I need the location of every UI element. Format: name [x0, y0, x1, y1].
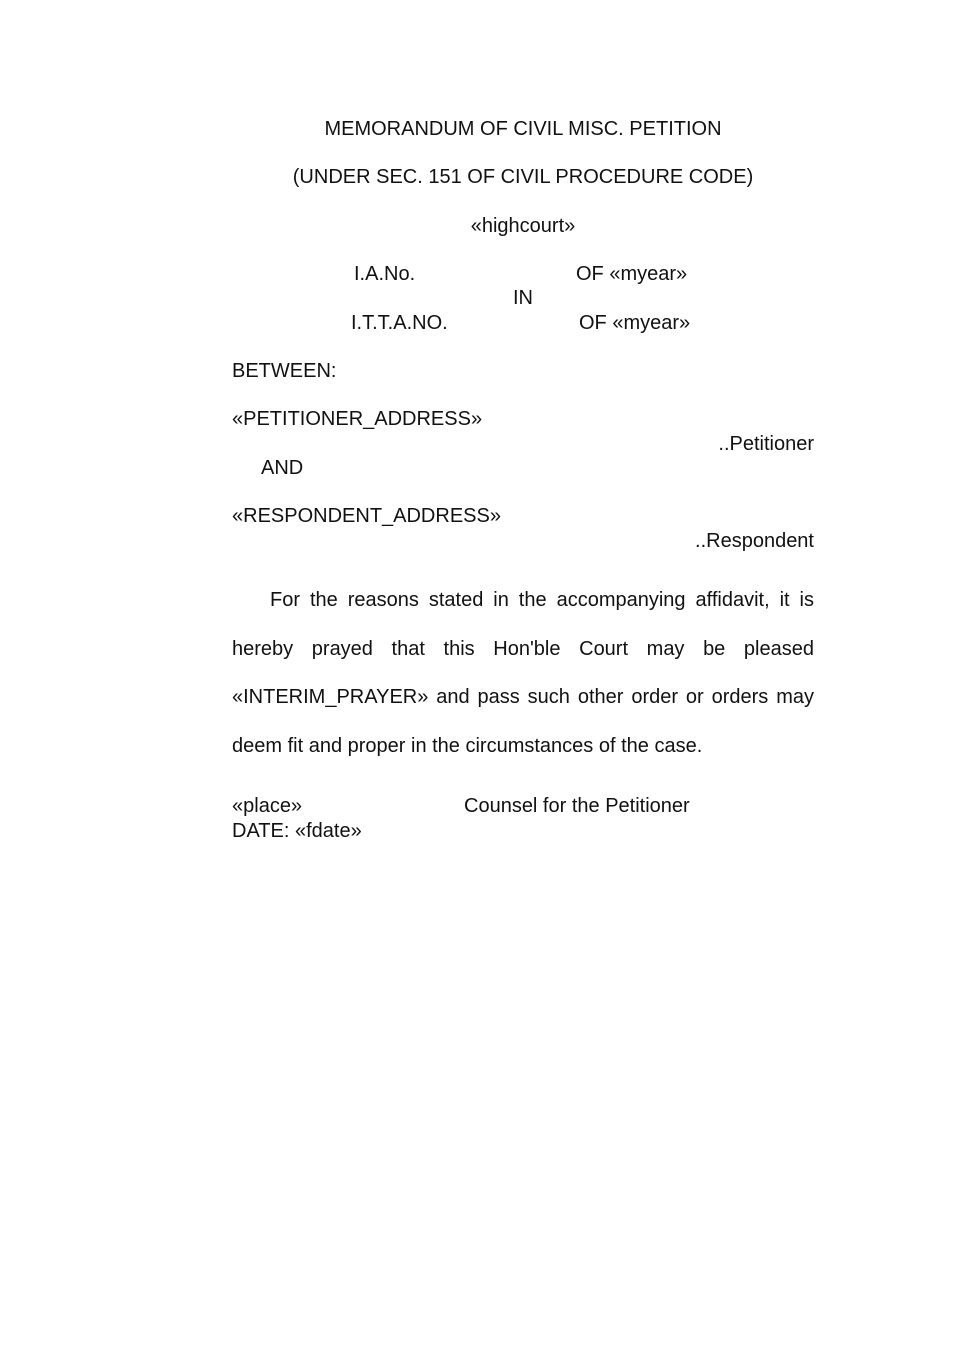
and-label: AND [261, 457, 304, 479]
petitioner-address: «PETITIONER_ADDRESS» [232, 408, 483, 430]
document-subtitle: (UNDER SEC. 151 OF CIVIL PROCEDURE CODE) [292, 166, 754, 188]
court-name: «highcourt» [470, 215, 576, 237]
itta-number-label: I.T.T.A.NO. [351, 312, 448, 334]
ia-year: OF «myear» [576, 263, 688, 285]
document-title: MEMORANDUM OF CIVIL MISC. PETITION [324, 118, 722, 140]
itta-year: OF «myear» [579, 312, 691, 334]
respondent-address: «RESPONDENT_ADDRESS» [232, 505, 501, 527]
counsel-signature-label: Counsel for the Petitioner [464, 795, 690, 817]
respondent-role: ..Respondent [695, 530, 814, 552]
prayer-paragraph: For the reasons stated in the accompanying affidavit, it is hereby prayed that this Hon'ble Court may be pleased «INTERIM_PRAYER» and pass such other order or orders may deem fit and proper in the circumstances of the case. [232, 589, 814, 757]
date-field: DATE: «fdate» [232, 820, 362, 842]
petitioner-role: ..Petitioner [718, 433, 814, 455]
ia-number-label: I.A.No. [354, 263, 416, 285]
place-field: «place» [232, 795, 303, 817]
in-label: IN [513, 287, 533, 309]
between-label: BETWEEN: [232, 360, 337, 382]
